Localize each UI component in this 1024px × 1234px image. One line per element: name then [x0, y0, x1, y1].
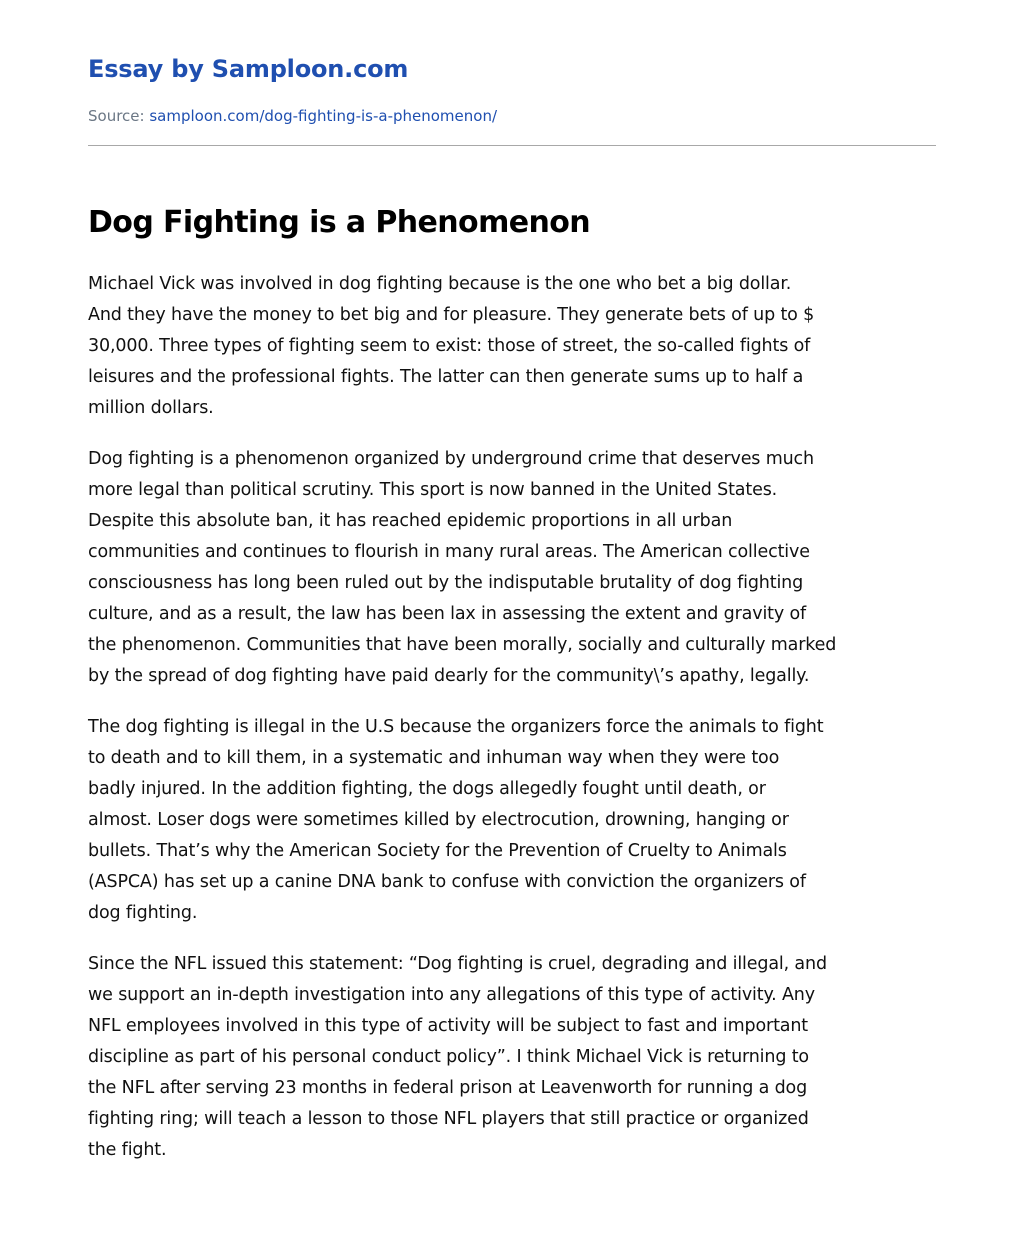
text-line: NFL employees involved in this type of activity will be subject to fast and important [88, 1016, 809, 1036]
text-line: bullets. That’s why the American Society for the Prevention of Cruelty to Animals [88, 841, 787, 861]
source-line [88, 106, 497, 126]
article-body [88, 269, 938, 1186]
header-divider [88, 145, 936, 146]
text-line: badly injured. In the addition fighting, the dogs allegedly fought until death, or [88, 779, 766, 799]
paragraph-1 [88, 269, 938, 424]
paragraph-3 [88, 712, 938, 929]
text-line: million dollars. [88, 398, 214, 418]
text-line: Michael Vick was involved in dog fighting because is the one who bet a big dollar. [88, 274, 792, 294]
text-line: The dog fighting is illegal in the U.S because the organizers force the animals to fight [88, 717, 824, 737]
article-title: Dog Fighting is a Phenomenon [88, 205, 591, 240]
text-line: Since the NFL issued this statement: “Dog fighting is cruel, degrading and illegal, and [88, 954, 827, 974]
brand-title: Essay by Samploon.com [88, 55, 409, 83]
paragraph-2 [88, 444, 938, 692]
text-line: more legal than political scrutiny. This sport is now banned in the United States. [88, 480, 778, 500]
text-line: 30,000. Three types of fighting seem to exist: those of street, the so-called fights of [88, 336, 811, 356]
text-line: almost. Loser dogs were sometimes killed by electrocution, drowning, hanging or [88, 810, 789, 830]
text-line: culture, and as a result, the law has been lax in assessing the extent and gravity of [88, 604, 807, 624]
text-line: And they have the money to bet big and for pleasure. They generate bets of up to $ [88, 305, 815, 325]
text-line: communities and continues to flourish in many rural areas. The American collective [88, 542, 810, 562]
source-label: Source: [88, 107, 145, 125]
paragraph-4 [88, 949, 938, 1166]
text-line: the NFL after serving 23 months in federal prison at Leavenworth for running a dog [88, 1078, 808, 1098]
text-line: discipline as part of his personal conduct policy”. I think Michael Vick is returning to [88, 1047, 809, 1067]
text-line: to death and to kill them, in a systematic and inhuman way when they were too [88, 748, 780, 768]
text-line: dog fighting. [88, 903, 198, 923]
source-link[interactable]: samploon.com/dog-fighting-is-a-phenomenon/ [149, 107, 498, 125]
text-line: Dog fighting is a phenomenon organized by underground crime that deserves much [88, 449, 814, 469]
text-line: by the spread of dog fighting have paid dearly for the community\’s apathy, legally. [88, 666, 810, 686]
text-line: leisures and the professional fights. The latter can then generate sums up to half a [88, 367, 804, 387]
text-line: (ASPCA) has set up a canine DNA bank to confuse with conviction the organizers of [88, 872, 806, 892]
text-line: the phenomenon. Communities that have been morally, socially and culturally marked [88, 635, 837, 655]
text-line: consciousness has long been ruled out by the indisputable brutality of dog fighting [88, 573, 804, 593]
text-line: Despite this absolute ban, it has reached epidemic proportions in all urban [88, 511, 733, 531]
text-line: the fight. [88, 1140, 167, 1160]
text-line: we support an in-depth investigation into any allegations of this type of activity. Any [88, 985, 815, 1005]
text-line: fighting ring; will teach a lesson to those NFL players that still practice or organized [88, 1109, 809, 1129]
